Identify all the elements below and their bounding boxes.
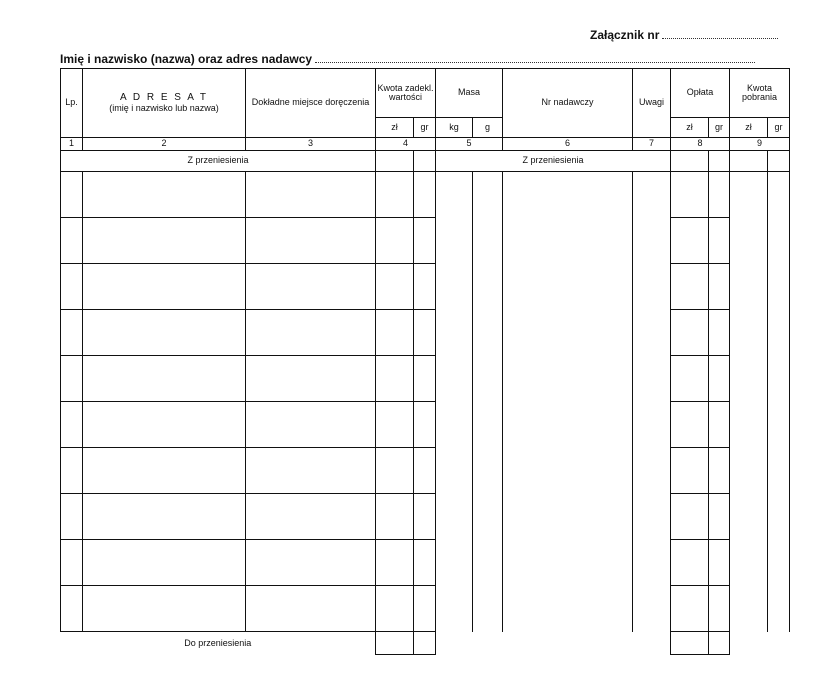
col-place-header: Dokładne miejsce doręczenia <box>246 69 376 138</box>
attachment-number <box>590 28 790 42</box>
cell[interactable] <box>61 310 83 356</box>
cell[interactable] <box>503 218 633 264</box>
cell[interactable] <box>768 494 790 540</box>
cell[interactable] <box>436 218 473 264</box>
cell[interactable] <box>61 218 83 264</box>
cell[interactable] <box>376 356 414 402</box>
col-lp-header: Lp. <box>61 69 83 138</box>
cell[interactable] <box>436 494 473 540</box>
attachment-number-field[interactable] <box>662 28 778 39</box>
cell[interactable] <box>246 172 376 218</box>
col-fee-header: Opłata <box>671 69 730 118</box>
cell[interactable] <box>414 586 436 632</box>
cell[interactable] <box>730 310 768 356</box>
cell[interactable] <box>414 172 436 218</box>
carry-forward-label-left: Z przeniesienia <box>61 151 376 172</box>
cell[interactable] <box>709 172 730 218</box>
cell[interactable] <box>671 540 709 586</box>
cell[interactable] <box>83 402 246 448</box>
cell[interactable] <box>768 586 790 632</box>
cell[interactable] <box>768 402 790 448</box>
table-row <box>61 310 790 356</box>
cell[interactable] <box>473 586 503 632</box>
cell[interactable] <box>473 356 503 402</box>
cell[interactable] <box>633 310 671 356</box>
table-row <box>61 540 790 586</box>
cell[interactable] <box>671 586 709 632</box>
cell[interactable] <box>709 402 730 448</box>
header-row <box>61 69 790 118</box>
adresat-title: A D R E S A T <box>119 92 209 104</box>
cell[interactable] <box>414 264 436 310</box>
cell[interactable] <box>671 448 709 494</box>
cell[interactable] <box>473 402 503 448</box>
cell[interactable] <box>671 356 709 402</box>
carry-over-label: Do przeniesienia <box>184 637 252 648</box>
cell[interactable] <box>730 448 768 494</box>
carry-forward-cell[interactable] <box>768 151 790 172</box>
column-number: 5 <box>436 138 503 151</box>
cell[interactable] <box>709 494 730 540</box>
carry-forward-label-right: Z przeniesienia <box>436 151 671 172</box>
cell[interactable] <box>436 540 473 586</box>
table-row <box>61 586 790 632</box>
cell[interactable] <box>473 494 503 540</box>
cell[interactable] <box>436 356 473 402</box>
cell[interactable] <box>414 540 436 586</box>
cell[interactable] <box>83 172 246 218</box>
column-number: 3 <box>246 138 376 151</box>
cell[interactable] <box>376 402 414 448</box>
cell[interactable] <box>436 310 473 356</box>
cell[interactable] <box>768 172 790 218</box>
cod-zl-header: zł <box>730 118 768 138</box>
column-number: 6 <box>503 138 633 151</box>
cell[interactable] <box>436 264 473 310</box>
cell[interactable] <box>503 494 633 540</box>
carry-forward-cell[interactable] <box>671 151 709 172</box>
cell[interactable] <box>436 586 473 632</box>
declared-zl-header: zł <box>376 118 414 138</box>
carry-forward-cell[interactable] <box>709 151 730 172</box>
mass-kg-header: kg <box>436 118 473 138</box>
table-row <box>61 402 790 448</box>
cell[interactable] <box>671 402 709 448</box>
cell[interactable] <box>671 218 709 264</box>
col-mass-header: Masa <box>436 69 503 118</box>
cod-gr-header: gr <box>768 118 790 138</box>
col-cod-header: Kwota pobrania <box>730 69 790 118</box>
adresat-subtitle: (imię i nazwisko lub nazwa) <box>109 102 219 113</box>
cell[interactable] <box>83 310 246 356</box>
cell[interactable] <box>61 540 83 586</box>
carry-forward-cell[interactable] <box>414 151 436 172</box>
carry-over-cell[interactable] <box>376 632 414 655</box>
cell[interactable] <box>436 402 473 448</box>
cell[interactable] <box>768 264 790 310</box>
cell[interactable] <box>730 172 768 218</box>
table-row <box>61 356 790 402</box>
table-row <box>61 218 790 264</box>
mass-g-header: g <box>473 118 503 138</box>
cell[interactable] <box>768 310 790 356</box>
cell[interactable] <box>376 264 414 310</box>
cell[interactable] <box>633 356 671 402</box>
cell[interactable] <box>503 540 633 586</box>
cell[interactable] <box>709 264 730 310</box>
column-number: 7 <box>633 138 671 151</box>
cell[interactable] <box>246 218 376 264</box>
cell[interactable] <box>414 356 436 402</box>
cell[interactable] <box>376 172 414 218</box>
cell[interactable] <box>473 264 503 310</box>
column-number: 1 <box>61 138 83 151</box>
sender-field[interactable] <box>315 52 755 63</box>
cell[interactable] <box>709 356 730 402</box>
cell[interactable] <box>671 310 709 356</box>
attachment-label: Załącznik nr <box>590 28 660 42</box>
cell[interactable] <box>503 586 633 632</box>
col-notes-header: Uwagi <box>633 69 671 138</box>
cell[interactable] <box>376 448 414 494</box>
cell[interactable] <box>414 310 436 356</box>
carry-forward-cell[interactable] <box>376 151 414 172</box>
cell[interactable] <box>473 448 503 494</box>
cell[interactable] <box>246 402 376 448</box>
cell[interactable] <box>61 494 83 540</box>
cell[interactable] <box>61 356 83 402</box>
cell[interactable] <box>83 494 246 540</box>
cell[interactable] <box>671 494 709 540</box>
cell[interactable] <box>503 172 633 218</box>
cell[interactable] <box>503 264 633 310</box>
cell[interactable] <box>83 218 246 264</box>
table-row <box>61 264 790 310</box>
cell[interactable] <box>83 356 246 402</box>
cell[interactable] <box>376 540 414 586</box>
cell[interactable] <box>730 356 768 402</box>
cell[interactable] <box>246 310 376 356</box>
cell[interactable] <box>709 310 730 356</box>
cell[interactable] <box>503 310 633 356</box>
col-adresat-header <box>83 69 246 138</box>
cell[interactable] <box>768 218 790 264</box>
cell[interactable] <box>473 540 503 586</box>
column-number-row <box>61 138 790 151</box>
cell[interactable] <box>83 586 246 632</box>
cell[interactable] <box>709 218 730 264</box>
cell[interactable] <box>83 540 246 586</box>
cell[interactable] <box>61 264 83 310</box>
column-number: 8 <box>671 138 730 151</box>
cell[interactable] <box>730 264 768 310</box>
cell[interactable] <box>709 586 730 632</box>
cell[interactable] <box>633 586 671 632</box>
column-number: 4 <box>376 138 436 151</box>
cell[interactable] <box>376 494 414 540</box>
table-row <box>61 494 790 540</box>
declared-gr-header: gr <box>414 118 436 138</box>
cell[interactable] <box>730 402 768 448</box>
cell[interactable] <box>633 264 671 310</box>
cell[interactable] <box>730 540 768 586</box>
cell[interactable] <box>633 218 671 264</box>
cell[interactable] <box>633 540 671 586</box>
cell[interactable] <box>246 494 376 540</box>
cell[interactable] <box>376 586 414 632</box>
column-number: 2 <box>83 138 246 151</box>
cell[interactable] <box>768 540 790 586</box>
cell[interactable] <box>633 172 671 218</box>
col-sender-no-header: Nr nadawczy <box>503 69 633 138</box>
cell[interactable] <box>633 494 671 540</box>
col-declared-value-header: Kwota zadekl. wartości <box>376 69 436 118</box>
cell[interactable] <box>246 540 376 586</box>
cell[interactable] <box>473 218 503 264</box>
cell[interactable] <box>633 402 671 448</box>
cell[interactable] <box>61 586 83 632</box>
cell[interactable] <box>633 448 671 494</box>
cell[interactable] <box>246 356 376 402</box>
sender-label: Imię i nazwisko (nazwa) oraz adres nadawcy <box>60 52 313 66</box>
column-number: 9 <box>730 138 790 151</box>
carry-over-spacer <box>436 632 671 655</box>
carry-forward-cell[interactable] <box>730 151 768 172</box>
fee-gr-header: gr <box>709 118 730 138</box>
cell[interactable] <box>768 356 790 402</box>
cell[interactable] <box>671 172 709 218</box>
cell[interactable] <box>473 172 503 218</box>
table-row <box>61 448 790 494</box>
cell[interactable] <box>473 310 503 356</box>
cell[interactable] <box>730 586 768 632</box>
cell[interactable] <box>376 218 414 264</box>
cell[interactable] <box>709 540 730 586</box>
carry-forward-row <box>61 151 790 172</box>
cell[interactable] <box>436 448 473 494</box>
carry-over-spacer <box>730 632 790 655</box>
carry-over-row <box>61 632 790 655</box>
cell[interactable] <box>83 448 246 494</box>
fee-zl-header: zł <box>671 118 709 138</box>
cell[interactable] <box>414 494 436 540</box>
cell[interactable] <box>83 264 246 310</box>
cell[interactable] <box>246 264 376 310</box>
carry-over-cell[interactable] <box>414 632 436 655</box>
cell[interactable] <box>414 218 436 264</box>
cell[interactable] <box>671 264 709 310</box>
table-row <box>61 172 790 218</box>
cell[interactable] <box>503 448 633 494</box>
cell[interactable] <box>246 448 376 494</box>
cell[interactable] <box>61 402 83 448</box>
cell[interactable] <box>503 402 633 448</box>
cell[interactable] <box>246 586 376 632</box>
cell[interactable] <box>414 448 436 494</box>
shipment-register-table <box>60 68 790 655</box>
cell[interactable] <box>376 310 414 356</box>
sender-line <box>60 52 792 66</box>
cell[interactable] <box>61 448 83 494</box>
cell[interactable] <box>768 448 790 494</box>
cell[interactable] <box>730 218 768 264</box>
carry-over-cell[interactable] <box>709 632 730 655</box>
cell[interactable] <box>730 494 768 540</box>
cell[interactable] <box>503 356 633 402</box>
carry-over-cell[interactable] <box>671 632 709 655</box>
cell[interactable] <box>414 402 436 448</box>
cell[interactable] <box>61 172 83 218</box>
cell[interactable] <box>436 172 473 218</box>
cell[interactable] <box>709 448 730 494</box>
